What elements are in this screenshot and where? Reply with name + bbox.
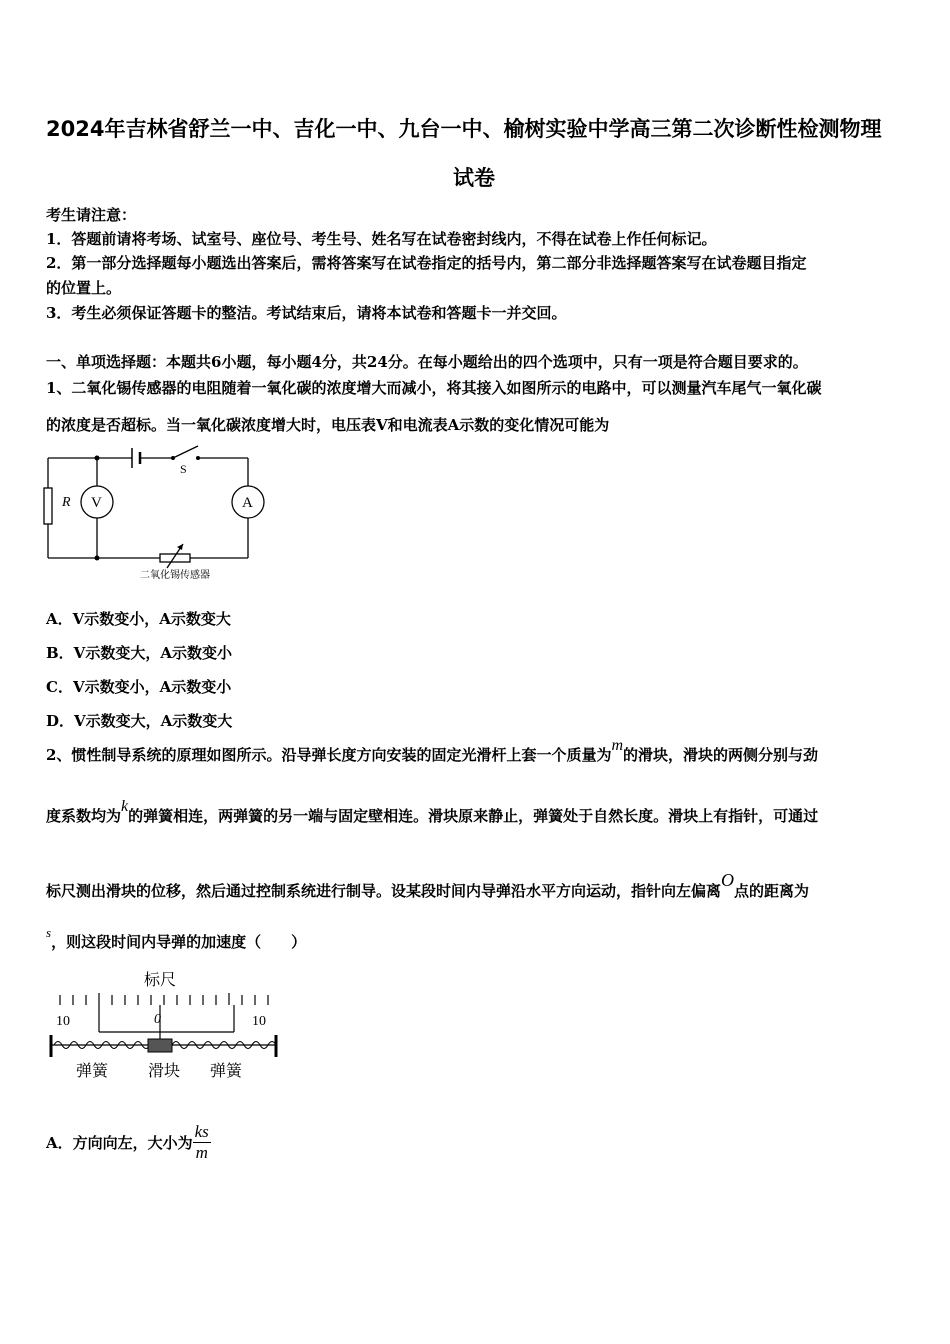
- q1-option-d: D．V示数变大，A示数变大: [46, 712, 233, 730]
- q2-option-a: A．方向向左，大小为 $\frac{ks}{m}$: [46, 1122, 209, 1162]
- var-s: s: [46, 925, 52, 940]
- q1-label-S: S: [180, 462, 187, 476]
- q1-circuit-diagram: [40, 440, 280, 585]
- notice-item-2: 2．第一部分选择题每小题选出答案后，需将答案写在试卷指定的括号内，第二部分非选择题答案写在试卷题目指定: [46, 254, 807, 272]
- q2-text-line2: 度系数均为k的弹簧相连，两弹簧的另一端与固定壁相连。滑块原来静止，弹簧处于自然长度。滑块上有指针，可通过: [46, 798, 819, 825]
- q1-option-a: A．V示数变小，A示数变大: [46, 610, 231, 628]
- q1-label-A: A: [242, 495, 253, 511]
- var-m: m: [611, 737, 624, 754]
- q2-label-scale: 标尺: [144, 972, 177, 989]
- notice-heading: 考生请注意：: [46, 206, 137, 224]
- q2-label-zero: 0: [154, 1012, 161, 1027]
- q2-text-line4: s，则这段时间内导弹的加速度（ ）: [46, 925, 307, 951]
- q1-label-V: V: [91, 495, 102, 511]
- q1-label-sensor: 二氧化锡传感器: [140, 570, 210, 581]
- section-heading: 一、单项选择题：本题共6小题，每小题4分，共24分。在每小题给出的四个选项中，只有一项是符合题目要求的。: [46, 353, 808, 371]
- q2-label-spring-left: 弹簧: [76, 1063, 109, 1080]
- notice-item-1: 1．答题前请将考场、试室号、座位号、考生号、姓名写在试卷密封线内，不得在试卷上作任何标记。: [46, 230, 717, 248]
- q1-text-line2: 的浓度是否超标。当一氧化碳浓度增大时，电压表V和电流表A示数的变化情况可能为: [46, 416, 610, 434]
- q1-label-R: R: [62, 495, 71, 510]
- page-title-line2: 试卷: [453, 166, 495, 190]
- var-O: O: [721, 870, 735, 890]
- q2-option-a-fraction: $\frac{ks}{m}$: [194, 1122, 209, 1162]
- page-title: 2024年吉林省舒兰一中、吉化一中、九台一中、榆树实验中学高三第二次诊断性检测物理: [46, 117, 882, 141]
- q2-inertial-diagram: [44, 965, 284, 1085]
- q2-label-left-10: 10: [56, 1014, 70, 1029]
- q2-text-line3: 标尺测出滑块的位移，然后通过控制系统进行制导。设某段时间内导弹沿水平方向运动，指针向左偏离O点的距离为: [46, 870, 810, 900]
- q2-label-spring-right: 弹簧: [210, 1063, 243, 1080]
- notice-item-3: 3．考生必须保证答题卡的整洁。考试结束后，请将本试卷和答题卡一并交回。: [46, 304, 567, 322]
- q2-label-block: 滑块: [148, 1063, 181, 1080]
- q1-text-line1: 1、二氧化锡传感器的电阻随着一氧化碳的浓度增大而减小，将其接入如图所示的电路中，可以测量汽车尾气一氧化碳: [46, 379, 822, 397]
- q1-option-b: B．V示数变大，A示数变小: [46, 644, 232, 662]
- q1-option-c: C．V示数变小，A示数变小: [46, 678, 232, 696]
- notice-item-2-cont: 的位置上。: [46, 279, 122, 297]
- q2-text-line1: 2、惯性制导系统的原理如图所示。沿导弹长度方向安装的固定光滑杆上套一个质量为m的滑块，滑块的两侧分别与劲: [46, 737, 819, 764]
- q2-label-right-10: 10: [252, 1014, 266, 1029]
- var-k: k: [121, 798, 129, 815]
